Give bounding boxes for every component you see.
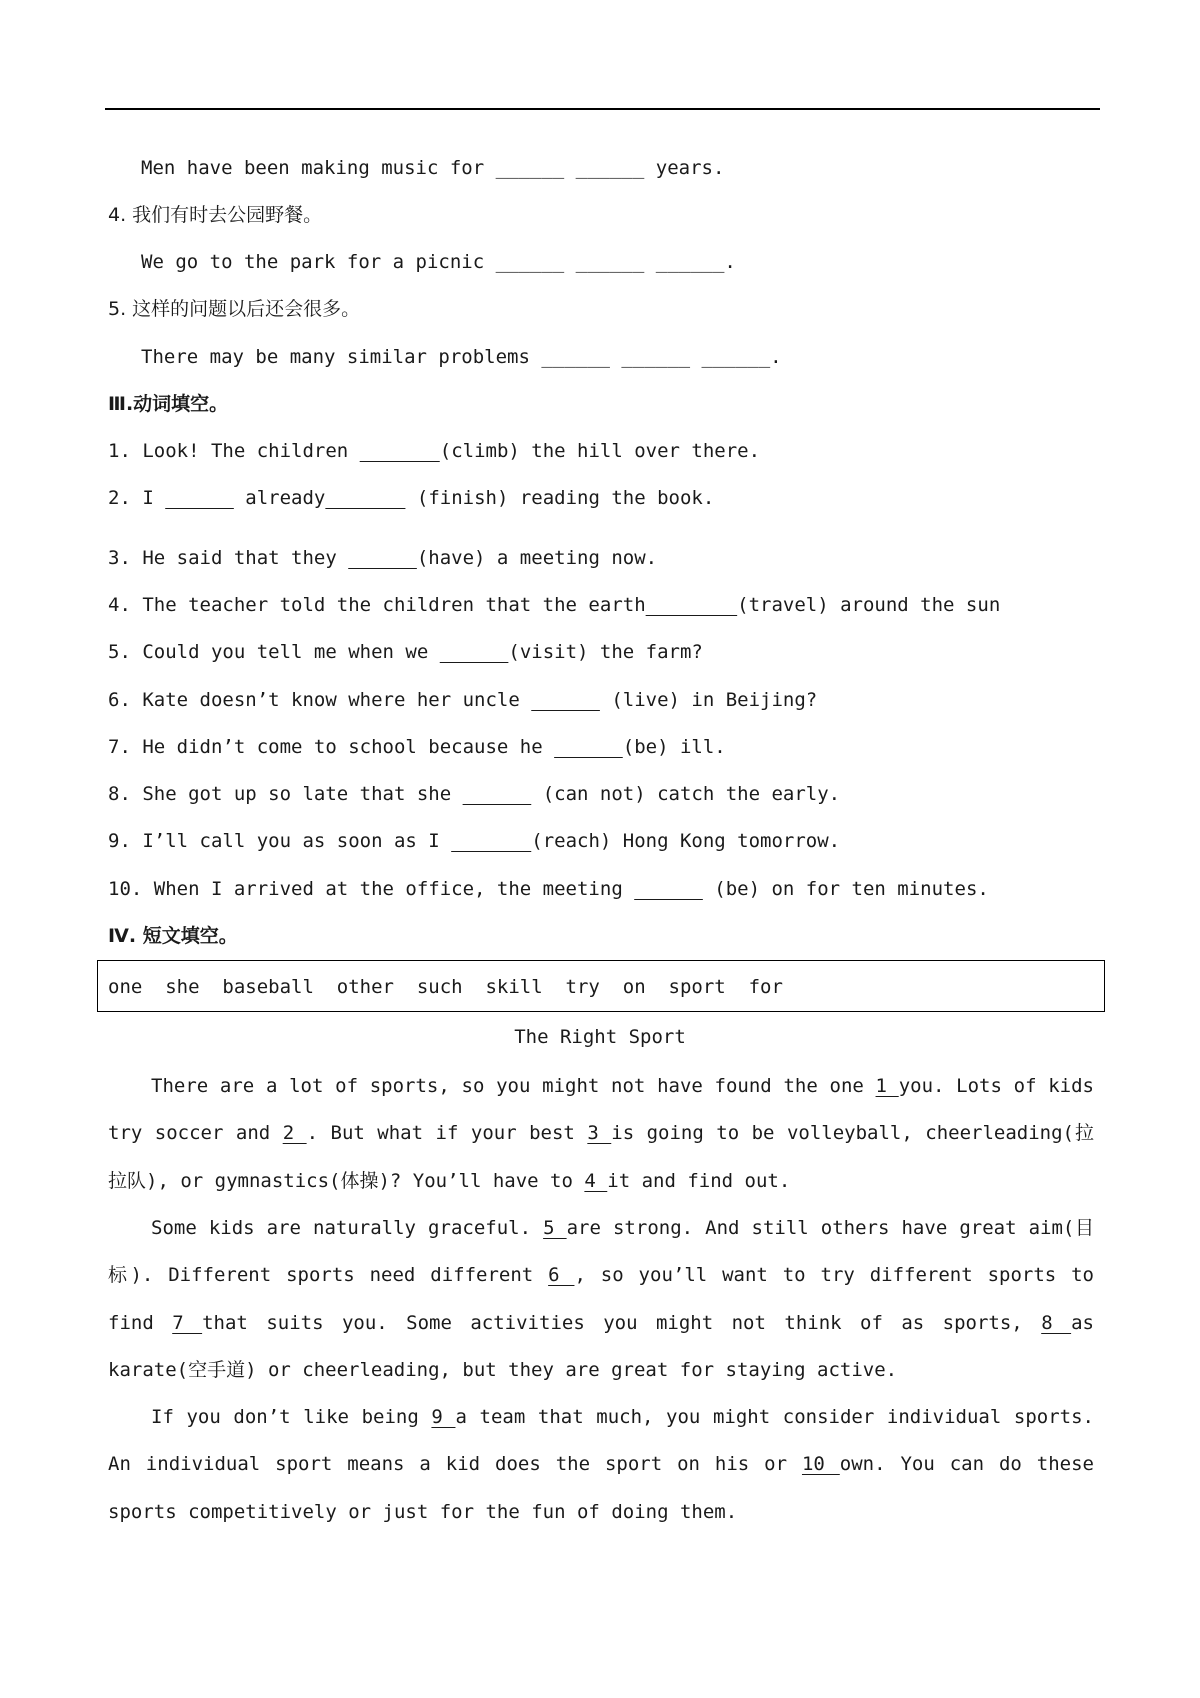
word-bank: one she baseball other such skill try on sport for xyxy=(108,976,783,998)
s2-line3-en: Men have been making music for ______ ______ years. xyxy=(141,157,725,179)
blank-9[interactable]: 9 xyxy=(431,1406,456,1428)
s2-line4-en: We go to the park for a picnic ______ ______ ______. xyxy=(141,251,736,273)
blank-10[interactable]: 10 xyxy=(801,1453,840,1476)
section4-heading: Ⅳ. 短文填空。 xyxy=(108,925,238,947)
s3-item-8: 8. She got up so late that she (can not) catch the early. xyxy=(108,783,841,805)
s3-item-2: 2. I already (finish) reading the book. xyxy=(108,487,715,509)
s3-item-1: 1. Look! The children (climb) the hill over there. xyxy=(108,440,761,462)
s3-item-7: 7. He didn’t come to school because he (be) ill. xyxy=(108,736,726,758)
s2-line5-zh: 5. 这样的问题以后还会很多。 xyxy=(108,298,361,320)
blank-6[interactable]: 6 xyxy=(548,1264,575,1287)
blank-3[interactable]: 3 xyxy=(587,1122,612,1145)
passage-title: The Right Sport xyxy=(514,1026,686,1048)
s3-item-9: 9. I’ll call you as soon as I (reach) Hong Kong tomorrow. xyxy=(108,830,841,852)
passage-paragraph-1: There are a lot of sports, so you might not have found the one 1 you. Lots of kids try soccer and 2 . But what if your best 3 is going to be volleyball, cheerleading(拉拉队), or gymnastics(体操)? You’ll have to 4 it and find out. xyxy=(108,1075,1094,1192)
s3-item-4: 4. The teacher told the children that the earth (travel) around the sun xyxy=(108,594,1001,616)
answer-blank-2[interactable] xyxy=(325,487,405,509)
s3-item-10: 10. When I arrived at the office, the meeting (be) on for ten minutes. xyxy=(108,878,989,900)
answer-blank[interactable] xyxy=(634,878,703,900)
answer-blank[interactable] xyxy=(554,736,623,758)
answer-blank[interactable] xyxy=(646,594,738,616)
s2-line5-en: There may be many similar problems ______ ______ ______. xyxy=(141,346,782,368)
s3-item-3: 3. He said that they (have) a meeting now. xyxy=(108,547,658,569)
s2-line4-zh: 4. 我们有时去公园野餐。 xyxy=(108,204,323,226)
blank-2[interactable]: 2 xyxy=(282,1122,307,1145)
word-bank-box xyxy=(97,960,1105,1012)
header-rule xyxy=(105,108,1100,110)
blank-8[interactable]: 8 xyxy=(1041,1311,1072,1334)
blank-5[interactable]: 5 xyxy=(543,1217,567,1239)
answer-blank[interactable] xyxy=(451,830,531,852)
section3-heading: Ⅲ.动词填空。 xyxy=(108,393,229,415)
answer-blank[interactable] xyxy=(165,487,234,509)
blank-4[interactable]: 4 xyxy=(584,1169,608,1192)
passage-paragraph-3: If you don’t like being 9 a team that much, you might consider individual sports. An individual sport means a kid does the sport on his or 10 own. You can do these sports competitively or just for the fun of doing them. xyxy=(108,1406,1094,1523)
answer-blank[interactable] xyxy=(531,689,600,711)
answer-blank[interactable] xyxy=(360,440,440,462)
passage-paragraph-2: Some kids are naturally graceful. 5 are strong. And still others have great aim(目标). Different sports need different 6 , so you’ll want to try different sports to find 7 that suits you. Some activities you might not think of as sports, 8 as karate(空手道) or cheerleading, but they are great for staying active. xyxy=(108,1217,1094,1381)
answer-blank[interactable] xyxy=(348,547,417,569)
answer-blank[interactable] xyxy=(440,641,509,663)
s3-item-6: 6. Kate doesn’t know where her uncle (live) in Beijing? xyxy=(108,689,818,711)
answer-blank[interactable] xyxy=(463,783,532,805)
s3-item-5: 5. Could you tell me when we (visit) the farm? xyxy=(108,641,703,663)
blank-7[interactable]: 7 xyxy=(172,1311,203,1334)
blank-1[interactable]: 1 xyxy=(875,1075,899,1097)
